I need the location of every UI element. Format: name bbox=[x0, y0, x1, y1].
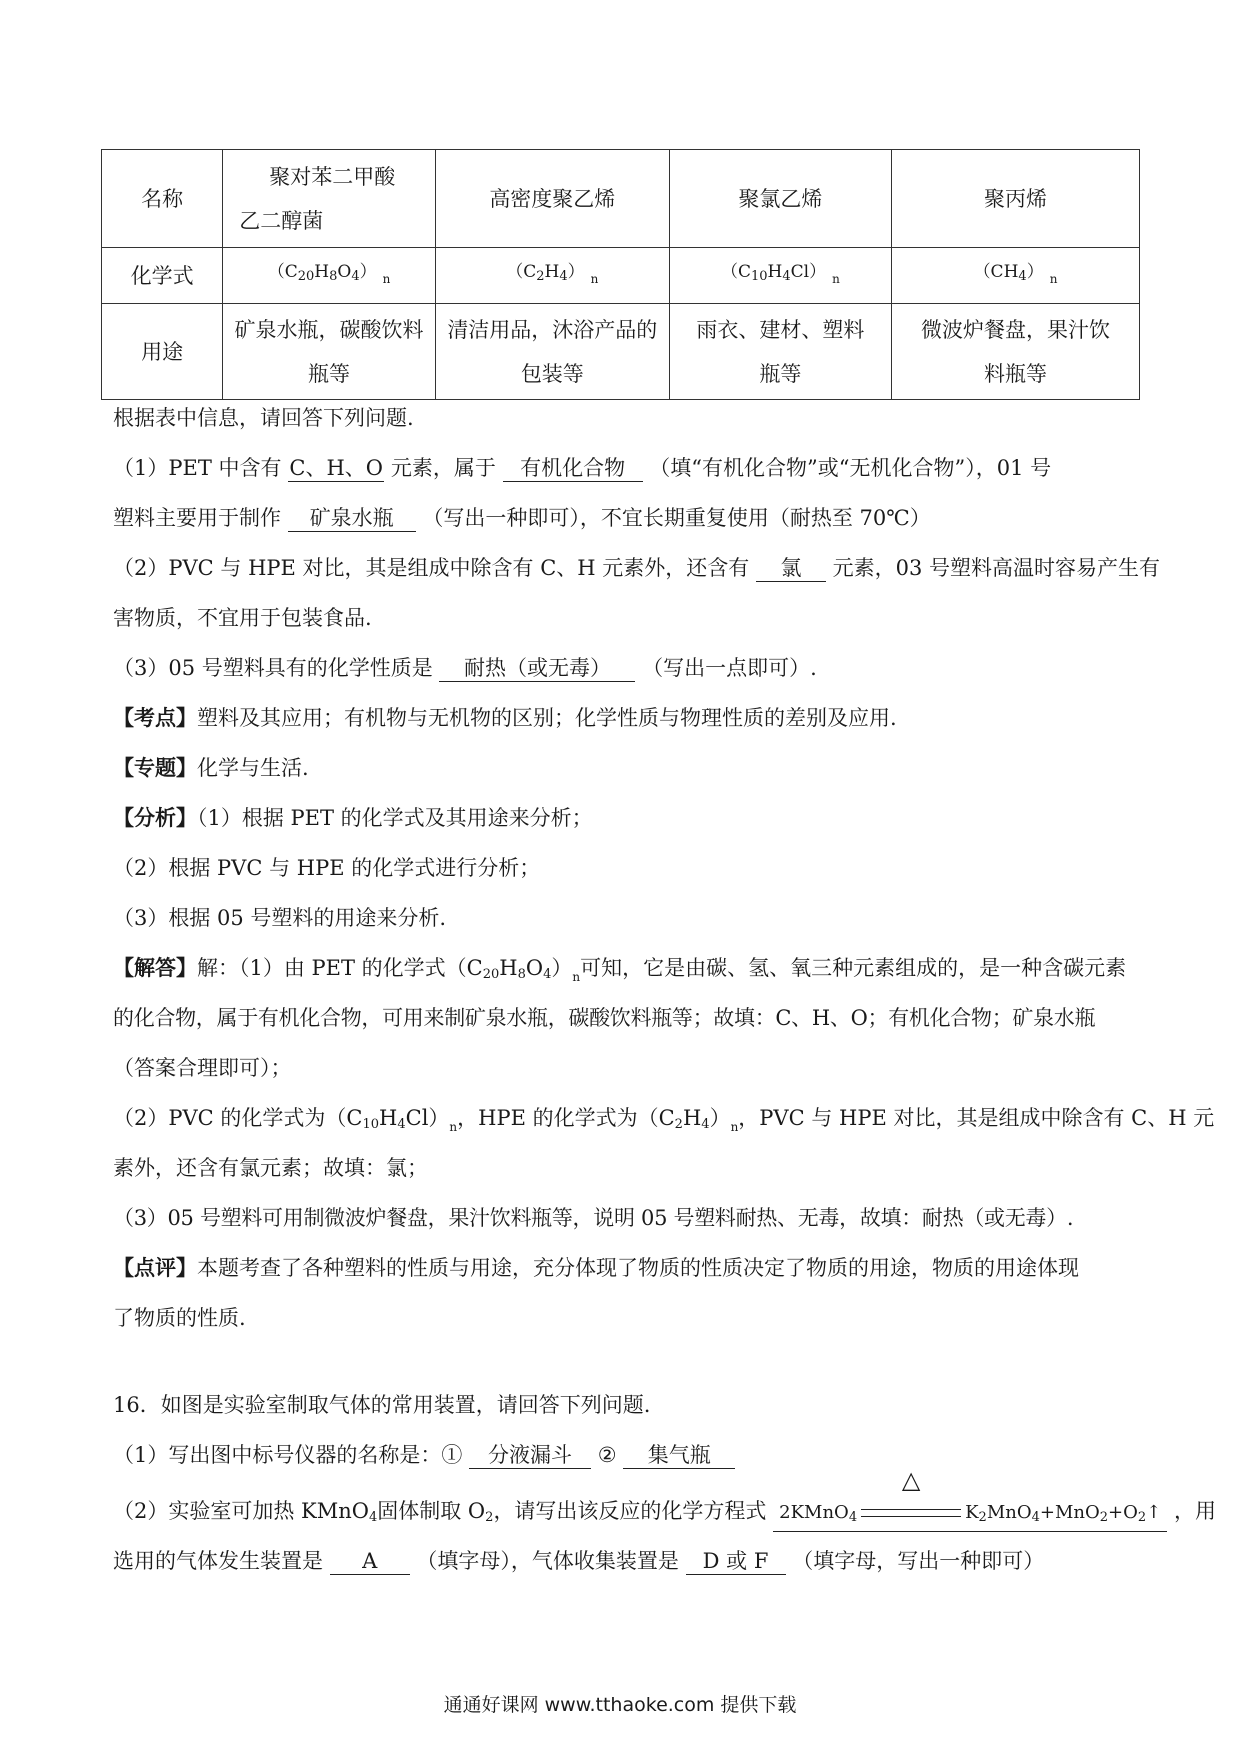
jieda-line-2: 的化合物，属于有机化合物，可用来制矿泉水瓶，碳酸饮料瓶等；故填：C、H、O；有机化合物；矿泉水瓶 bbox=[113, 1006, 1096, 1030]
equation-condition bbox=[857, 1466, 965, 1524]
dianping-line-1: 【点评】本题考查了各种塑料的性质与用途，充分体现了物质的性质决定了物质的用途，物质的用途体现 bbox=[113, 1255, 1079, 1280]
answer-blank: 分液漏斗 bbox=[469, 1442, 591, 1469]
table-cell: 聚丙烯 bbox=[892, 150, 1140, 248]
formula-cell: $(C_{20}H_8O_4)$ $_n$ bbox=[223, 248, 436, 304]
fenxi-line-2: （2）根据 PVC 与 HPE 的化学式进行分析； bbox=[113, 856, 541, 880]
question-3-line: （3）05 号塑料具有的化学性质是 耐热（或无毒） （写出一点即可）. bbox=[113, 656, 817, 680]
answer-blank: 矿泉水瓶 bbox=[288, 505, 416, 532]
plastics-table bbox=[101, 149, 1140, 400]
question-2-line-2: 害物质，不宜用于包装食品. bbox=[113, 606, 372, 630]
usage-cell: 雨衣、建材、塑料 瓶等 bbox=[669, 304, 891, 400]
question-2-line-1: （2）PVC 与 HPE 对比，其是组成中除含有 C、H 元素外，还含有 氯 元素，03 号塑料高温时容易产生有 bbox=[113, 556, 1161, 580]
answer-blank: 氯 bbox=[756, 555, 826, 582]
jieda-line-1: 【解答】解：（1）由 PET 的化学式$(C_{20}H_8O_4)_n$可知，它是由碳、氢、氧三种元素组成的，是一种含碳元素 bbox=[113, 955, 1127, 984]
name-line: 聚对苯二甲酸 bbox=[269, 164, 396, 189]
question-16-2: （2）实验室可加热 KMnO$_4$固体制取 $O_2$，请写出该反应的化学方程式 2KMnO$_4$ △ $K_2MnO_4+MnO_2+O_2↑$ ，用 bbox=[113, 1496, 1140, 1533]
name-line: 乙二醇菌 bbox=[239, 208, 324, 233]
question-16-title: 16．如图是实验室制取气体的常用装置，请回答下列问题. bbox=[113, 1393, 651, 1417]
question-16-3: 选用的气体发生装置是 A （填字母），气体收集装置是 D 或 F （填字母，写出一种即可） bbox=[113, 1549, 1045, 1573]
jieda-line-3: （答案合理即可）； bbox=[113, 1056, 292, 1080]
fenxi-line-3: （3）根据 05 号塑料的用途来分析. bbox=[113, 906, 447, 930]
question-1-line-1: （1）PET 中含有 C、H、O 元素，属于 有机化合物 （填“有机化合物”或“无机化合物”），01 号 bbox=[113, 456, 1052, 480]
answer-blank: 集气瓶 bbox=[623, 1442, 735, 1469]
answer-blank: A bbox=[330, 1548, 410, 1575]
usage-cell: 矿泉水瓶，碳酸饮料 瓶等 bbox=[223, 304, 436, 400]
table-cell: 名称 bbox=[102, 150, 223, 248]
question-16-1: （1）写出图中标号仪器的名称是：① 分液漏斗 ② 集气瓶 bbox=[113, 1440, 1140, 1470]
usage-cell: 微波炉餐盘，果汁饮 料瓶等 bbox=[892, 304, 1140, 400]
table-cell: 高密度聚乙烯 bbox=[435, 150, 669, 248]
table-cell: 化学式 bbox=[102, 248, 223, 304]
table-cell bbox=[223, 150, 436, 248]
dianping-line-2: 了物质的性质. bbox=[113, 1306, 246, 1330]
answer-blank: 有机化合物 bbox=[503, 455, 643, 482]
formula-cell: $(C_2H_4)$ $_n$ bbox=[435, 248, 669, 304]
answer-blank: C、H、O bbox=[289, 456, 383, 480]
table-row bbox=[102, 150, 1140, 248]
jieda-line-4: （2）PVC 的化学式为$(C_{10}H_4Cl)_n$，HPE 的化学式为$(C_2H_4)_n$，PVC 与 HPE 对比，其是组成中除含有 C、H 元 bbox=[113, 1106, 1215, 1134]
question-1-line-2: 塑料主要用于制作 矿泉水瓶 （写出一种即可），不宜长期重复使用（耐热至 70℃） bbox=[113, 506, 931, 530]
equation-blank: 2KMnO$_4$ △ $K_2MnO_4+MnO_2+O_2↑$ bbox=[773, 1498, 1167, 1532]
heat-triangle-icon: △ bbox=[901, 1466, 921, 1494]
table-row bbox=[102, 248, 1140, 304]
usage-cell: 清洁用品，沐浴产品的 包装等 bbox=[435, 304, 669, 400]
jieda-line-6: （3）05 号塑料可用制微波炉餐盘，果汁饮料瓶等，说明 05 号塑料耐热、无毒，故填：耐热（或无毒）. bbox=[113, 1206, 1074, 1230]
fenxi-line: 【分析】（1）根据 PET 的化学式及其用途来分析； bbox=[113, 805, 593, 830]
jieda-line-5: 素外，还含有氯元素；故填：氯； bbox=[113, 1156, 428, 1180]
footer-source: 通通好课网 www.tthaoke.com 提供下载 bbox=[443, 1694, 797, 1716]
answer-blank: 耐热（或无毒） bbox=[439, 655, 635, 682]
table-row bbox=[102, 304, 1140, 400]
answer-blank: D 或 F bbox=[686, 1548, 786, 1575]
formula-cell: $(C_{10}H_4Cl)$ $_n$ bbox=[669, 248, 891, 304]
zhuanti-line: 【专题】化学与生活. bbox=[113, 755, 309, 780]
formula-cell: $(CH_4)$ $_n$ bbox=[892, 248, 1140, 304]
table-cell: 用途 bbox=[102, 304, 223, 400]
kaodian-line: 【考点】塑料及其应用；有机物与无机物的区别；化学性质与物理性质的差别及应用. bbox=[113, 705, 897, 730]
table-cell: 聚氯乙烯 bbox=[669, 150, 891, 248]
intro-text: 根据表中信息，请回答下列问题. bbox=[113, 406, 414, 430]
